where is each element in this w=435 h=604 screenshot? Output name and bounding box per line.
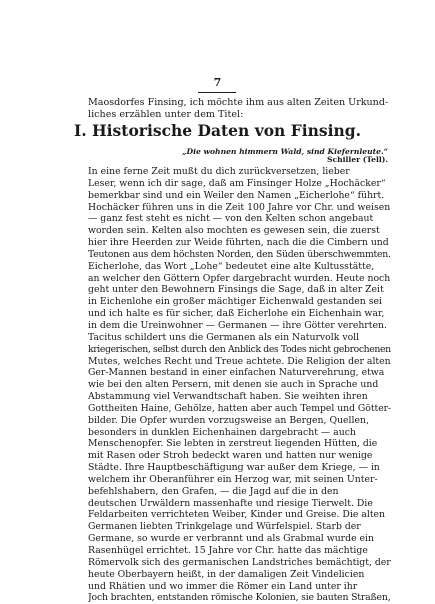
page-number: 7 [213, 76, 222, 89]
body-line: Feldarbeiten verrichteten Weiber, Kinder und Greise. Die alten [88, 509, 386, 521]
body-line: und Rhätien und wo immer die Römer ein Land unter ihr [88, 580, 358, 592]
body-line: Hochäcker führen uns in die Zeit 100 Jahre vor Chr. und weisen [88, 201, 391, 213]
body-line: deutschen Urwäldern massenhafte und riesige Tierwelt. Die [88, 497, 373, 509]
intro-line: liches erzählen unter dem Titel: [88, 109, 244, 120]
body-line: Menschenopfer. Sie lebten in zerstreut liegenden Hütten, die [88, 438, 378, 450]
motto-quote: „Die wohnen himmern Wald, sind Kiefernleute.“ [182, 147, 388, 156]
body-line: Germane, so wurde er verbrannt und als Grabmal wurde ein [88, 533, 374, 545]
intro-line: Maosdorfes Finsing, ich möchte ihm aus alten Zeiten Urkund- [88, 97, 389, 108]
motto-attribution: Schiller (Tell). [327, 155, 388, 164]
body-line: heute Oberbayern heißt, in der damaligen Zeit Vindelicien [88, 568, 365, 580]
body-line: geht unter den Bewohnern Finsings die Sage, daß in alter Zeit [88, 284, 384, 296]
body-line: Ger-Mannen bestand in einer einfachen Naturverehrung, etwa [88, 367, 385, 379]
body-line: Städte. Ihre Hauptbeschäftigung war außer dem Kriege, — in [88, 462, 380, 474]
body-line: kriegerischen, selbst durch den Anblick des Todes nicht gebrochenen [88, 343, 391, 355]
intro-paragraph [88, 97, 388, 121]
body-line: welchem ihr Oberanführer ein Herzog war, mit seinen Unter- [88, 473, 378, 485]
chapter-heading: I. Historische Daten von Finsing. [73, 121, 361, 140]
body-line: Rasenhügel errichtet. 15 Jahre vor Chr. hatte das mächtige [88, 545, 368, 556]
body-line: Abstammung viel Verwandtschaft haben. Sie weihten ihren [88, 391, 368, 403]
body-line: hier ihre Heerden zur Weide führten, nach die die Cimbern und [88, 237, 389, 249]
body-line: Eicherlohe, das Wort „Lohe“ bedeutet eine alte Kultusstätte, [88, 260, 375, 272]
body-line: Teutonen aus dem höchsten Norden, den Süden überschwemmten. [88, 248, 391, 260]
body-line: — ganz fest steht es nicht — von den Kelten schon angebaut [88, 213, 374, 225]
page-number-rule [198, 92, 236, 93]
body-line: wie bei den alten Persern, mit denen sie auch in Sprache und [88, 379, 379, 391]
body-line: Tacitus schildert uns die Germanen als ein Naturvolk voll [88, 331, 360, 343]
body-line: worden sein. Kelten also mochten es gewesen sein, die zuerst [88, 225, 380, 237]
body-line: und ich halte es für sicher, daß Eicherlohe ein Eichenhain war, [88, 308, 385, 320]
body-line: bemerkbar sind und ein Weiler den Namen „Eicherlohe“ führt. [88, 189, 385, 201]
body-line: Leser, wenn ich dir sage, daß am Finsinger Holze „Hochäcker“ [88, 177, 386, 189]
body-paragraph [88, 166, 391, 604]
body-line: Mutes, welches Recht und Treue achtete. Die Religion der alten [88, 355, 391, 367]
body-line: Gottheiten Haine, Gehölze, hatten aber auch Tempel und Götter- [88, 402, 391, 414]
body-line: bilder. Die Opfer wurden vorzugsweise an Bergen, Quellen, [88, 414, 369, 426]
body-line: Joch brachten, entstanden römische Kolonien, sie bauten Straßen, [88, 592, 391, 604]
body-line: in dem die Ureinwohner — Germanen — ihre Götter verehrten. [88, 319, 387, 331]
body-line: besonders in dunklen Eichenhainen dargebracht — auch [88, 426, 356, 438]
body-line: befehlshabern, den Grafen, — die Jagd auf die in den [88, 485, 339, 497]
body-line: in Eichenlohe ein großer mächtiger Eichenwald gestanden sei [88, 296, 382, 308]
body-line: In eine ferne Zeit mußt du dich zurückversetzen, lieber [88, 166, 350, 177]
body-line: Germanen liebten Trinkgelage und Würfelspiel. Starb der [88, 521, 361, 533]
body-line: an welcher den Göttern Opfer dargebracht wurden. Heute noch [88, 272, 391, 284]
body-line: mit Rasen oder Stroh bedeckt waren und hatten nur wenige [88, 450, 373, 462]
body-line: Römervolk sich des germanischen Landstriches bemächtigt, der [88, 556, 391, 568]
